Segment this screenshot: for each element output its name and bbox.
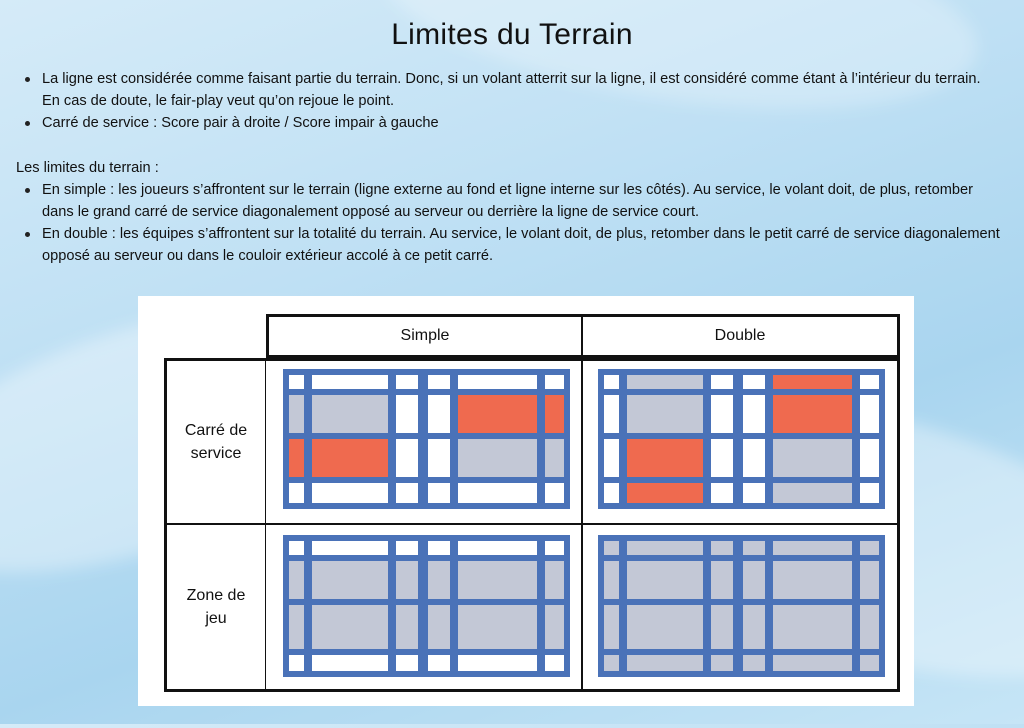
court-zone-double-svg	[598, 535, 885, 677]
court-service-simple-svg	[283, 369, 570, 509]
service-target-area	[773, 395, 852, 433]
rule-line-bullet: La ligne est considérée comme faisant partie du terrain. Donc, si un volant atterrit sur la ligne, il est considéré comme étant à l’intérieur du terrain. En cas de doute, le fair-play veut qu’on rejoue le point.	[0, 68, 1000, 112]
row-label-zone-line2: jeu	[205, 610, 227, 627]
service-target-area	[773, 375, 852, 389]
row-label-zone-line1: Zone de	[186, 587, 246, 604]
court-service-double	[598, 369, 885, 509]
court-service-double-svg	[598, 369, 885, 509]
limits-intro: Les limites du terrain :	[16, 160, 159, 176]
server-area	[289, 439, 304, 477]
court-zone-simple-svg	[283, 535, 570, 677]
limit-double-bullet: En double : les équipes s’affrontent sur la totalité du terrain. Au service, le volant doit, de plus, retomber dans le petit carré de service diagonalement opposé au serveur ou dans le couloir extérieur accolé à ce petit carré.	[0, 223, 1000, 267]
header-simple-label: Simple	[400, 327, 450, 344]
header-simple	[266, 314, 582, 358]
row-label-service-line1: Carré de	[184, 422, 248, 439]
page-title: Limites du Terrain	[391, 18, 633, 51]
header-double-label: Double	[714, 327, 766, 344]
row-label-zone	[164, 524, 266, 692]
server-area	[312, 439, 388, 477]
service-target-area	[545, 395, 564, 433]
service-target-area	[458, 395, 537, 433]
rule-service-square-bullet: Carré de service : Score pair à droite / Score impair à gauche	[0, 112, 1000, 134]
limit-simple-bullet: En simple : les joueurs s’affrontent sur le terrain (ligne externe au fond et ligne interne sur les côtés). Au service, le volant doit, de plus, retomber dans le grand carré de service diagonalement opposé au serveur ou derrière la ligne de service court.	[0, 179, 1000, 223]
rules-list	[0, 68, 1000, 134]
header-double	[582, 314, 900, 358]
server-area	[627, 483, 703, 503]
row-label-service-line2: service	[190, 445, 242, 462]
court-limits-diagram	[138, 296, 914, 706]
limits-list	[0, 179, 1000, 267]
court-zone-simple	[283, 535, 570, 677]
court-service-simple	[283, 369, 570, 509]
court-zone-double	[598, 535, 885, 677]
server-area	[627, 439, 703, 477]
row-label-service	[164, 358, 266, 524]
